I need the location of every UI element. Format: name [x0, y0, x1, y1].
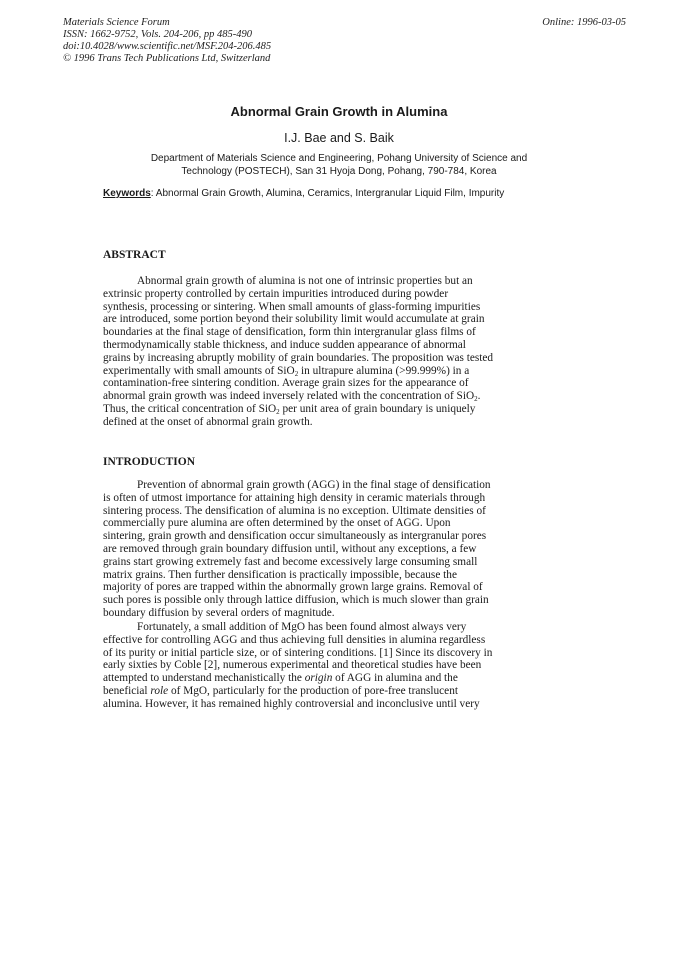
text-line: boundary diffusion by several orders of magnitude.	[103, 606, 335, 619]
online-date: Online: 1996-03-05	[542, 17, 626, 28]
text-line: Prevention of abnormal grain growth (AGG) in the final stage of densification	[137, 479, 491, 491]
text-line: Fortunately, a small addition of MgO has been found almost always very	[137, 621, 467, 633]
text-run: experimentally with small amounts of SiO	[103, 364, 295, 377]
abstract-body	[103, 275, 543, 429]
introduction-para-2	[103, 621, 543, 711]
doi-line[interactable]: doi:10.4028/www.scientific.net/MSF.204-206.485	[63, 41, 272, 52]
keywords-list: : Abnormal Grain Growth, Alumina, Ceramics, Intergranular Liquid Film, Impurity	[150, 188, 505, 199]
text-line: grains by increasing abruptly mobility of grain boundaries. The proposition was tested	[103, 351, 494, 364]
text-line: early sixties by Coble [2], numerous experimental and theoretical studies have been	[103, 659, 482, 672]
text-line: commercially pure alumina are often determined by the onset of AGG. Upon	[103, 517, 451, 530]
text-run: of AGG in alumina and the	[332, 672, 458, 685]
text-run: beneficial	[103, 684, 151, 697]
emphasis: origin	[304, 672, 333, 685]
affiliation	[110, 152, 568, 178]
text-line: Abnormal grain growth of alumina is not one of intrinsic properties but an	[137, 275, 473, 287]
text-line: synthesis, processing or sintering. When small amounts of glass-forming impurities	[103, 300, 481, 313]
text-line	[103, 365, 543, 378]
introduction-para-1	[103, 479, 543, 620]
emphasis: role	[150, 684, 169, 697]
text-run: Thus, the critical concentration of SiO	[103, 402, 277, 415]
text-run: attempted to understand mechanistically the	[103, 672, 305, 685]
text-line: boundaries at the final stage of densification, form thin intergranular glass films of	[103, 326, 476, 339]
issn-line: ISSN: 1662-9752, Vols. 204-206, pp 485-490	[63, 29, 252, 40]
text-line: sintering, grain growth and densification occur simultaneously as intergranular pores	[103, 530, 487, 543]
text-line	[103, 390, 543, 403]
text-line: thermodynamically stable thickness, and induce sudden appearance of abnormal	[103, 338, 466, 351]
text-line: grains start growing extremely fast and become excessively large consuming small	[103, 555, 478, 568]
copyright-line: © 1996 Trans Tech Publications Ltd, Switzerland	[63, 53, 271, 64]
text-line: defined at the onset of abnormal grain growth.	[103, 415, 313, 428]
subscript: 2	[474, 395, 478, 404]
text-run: per unit area of grain boundary is uniquely	[279, 402, 476, 415]
paper-authors: I.J. Bae and S. Baik	[284, 131, 394, 145]
text-run: of MgO, particularly for the production of pore-free translucent	[168, 684, 458, 697]
keywords-label: Keywords	[103, 188, 151, 199]
text-line: alumina. However, it has remained highly controversial and inconclusive until very	[103, 697, 480, 710]
subscript: 2	[294, 369, 299, 378]
introduction-heading: INTRODUCTION	[103, 456, 196, 468]
text-line: majority of pores are trapped within the abnormally grown large grains. Removal of	[103, 581, 483, 594]
text-line	[103, 685, 543, 698]
text-line: such pores is possible only through lattice diffusion, which is much slower than grain	[103, 594, 489, 607]
affiliation-line: Technology (POSTECH), San 31 Hyoja Dong, Pohang, 790-784, Korea	[181, 166, 497, 177]
text-line: are removed through grain boundary diffusion until, without any exceptions, a few	[103, 542, 477, 555]
text-line: is often of utmost importance for attaining high density in ceramic materials through	[103, 491, 486, 504]
text-line: extrinsic property controlled by certain impurities introduced during powder	[103, 287, 449, 300]
paper-title: Abnormal Grain Growth in Alumina	[230, 104, 448, 119]
text-line: matrix grains. Then further densification is practically impossible, because the	[103, 568, 457, 581]
journal-name: Materials Science Forum	[63, 17, 170, 28]
text-run: abnormal grain growth was indeed inversely related with the concentration of SiO	[103, 390, 475, 403]
text-line	[103, 672, 543, 685]
text-line: are introduced, some portion beyond their solubility limit would accumulate at grain	[103, 313, 485, 326]
text-line: contamination-free sintering condition. Average grain sizes for the appearance of	[103, 377, 469, 390]
text-line: of its purity or initial particle size, or of sintering conditions. [1] Since its discovery in	[103, 646, 493, 659]
text-line: effective for controlling AGG and thus achieving full densities in alumina regardless	[103, 633, 486, 646]
keywords	[103, 188, 553, 199]
text-run: .	[477, 390, 481, 403]
affiliation-line: Department of Materials Science and Engineering, Pohang University of Science and	[150, 153, 528, 164]
text-line: sintering process. The densification of alumina is no exception. Ultimate densities of	[103, 504, 486, 517]
journal-header	[63, 17, 271, 65]
abstract-heading: ABSTRACT	[103, 249, 166, 261]
text-run: in ultrapure alumina (>99.999%) in a	[298, 364, 470, 377]
subscript: 2	[276, 407, 280, 416]
text-line	[103, 403, 543, 416]
